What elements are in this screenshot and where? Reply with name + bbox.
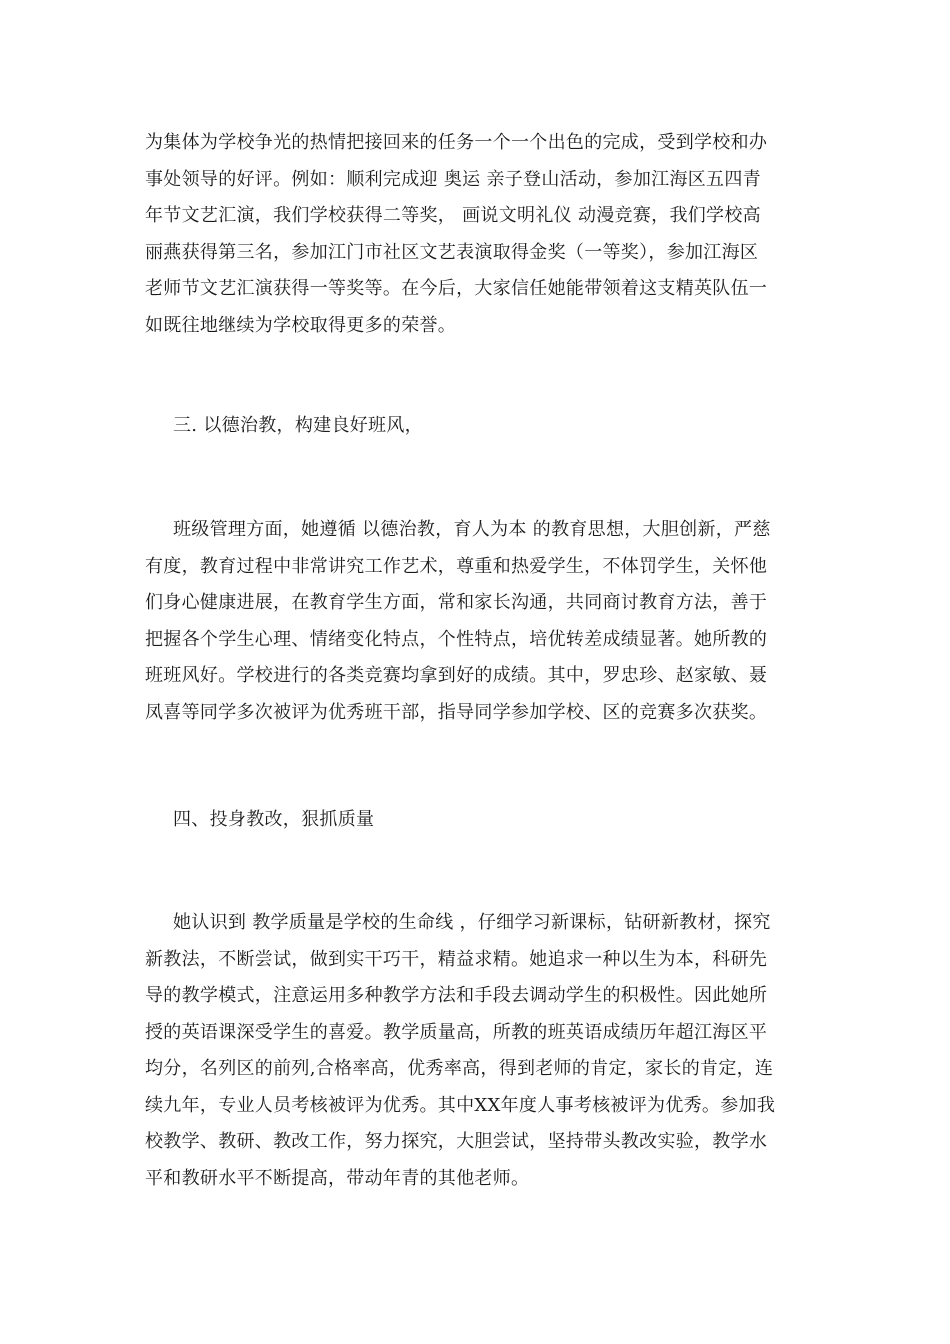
paragraph-class-management [145, 512, 813, 731]
section-heading-4: 四、投身教改，狠抓质量 [173, 809, 375, 830]
text-line: 老师节文艺汇演获得一等奖等。在今后，大家信任她能带领着这支精英队伍一 [145, 278, 768, 299]
text-line: 续九年，专业人员考核被评为优秀。其中XX年度人事考核被评为优秀。参加我 [145, 1094, 776, 1116]
text-line: 事处领导的好评。例如：顺利完成迎 奥运 亲子登山活动，参加江海区五四青 [145, 168, 761, 190]
text-line: 平和教研水平不断提高，带动年青的其他老师。 [145, 1167, 530, 1189]
text-line: 新教法，不断尝试，做到实干巧干，精益求精。她追求一种以生为本，科研先 [145, 948, 768, 970]
text-line: 凤喜等同学多次被评为优秀班干部，指导同学参加学校、区的竞赛多次获奖。 [145, 701, 768, 723]
text-line: 有度，教育过程中非常讲究工作艺术，尊重和热爱学生，不体罚学生，关怀他 [145, 555, 768, 577]
text-line: 校教学、教研、教改工作，努力探究，大胆尝试，坚持带头教改实验，教学水 [145, 1131, 768, 1152]
text-line: 授的英语课深受学生的喜爱。教学质量高，所教的班英语成绩历年超江海区平 [145, 1021, 768, 1043]
text-line: 她认识到 教学质量是学校的生命线 ，仔细学习新课标，钻研新教材，探究 [173, 912, 771, 933]
text-line: 如既往地继续为学校取得更多的荣誉。 [145, 314, 457, 336]
text-line: 们身心健康进展，在教育学生方面，常和家长沟通，共同商讨教育方法，善于 [145, 592, 768, 613]
text-line: 均分，名列区的前列,合格率高，优秀率高，得到老师的肯定，家长的肯定，连 [145, 1058, 774, 1079]
text-line: 班级管理方面，她遵循 以德治教，育人为本 的教育思想，大胆创新，严慈 [173, 519, 771, 540]
paragraph-teaching-quality [145, 905, 813, 1197]
section-heading-3: 三. 以德治教，构建良好班风， [173, 415, 423, 436]
text-line: 导的教学模式，注意运用多种教学方法和手段去调动学生的积极性。因此她所 [145, 985, 768, 1006]
paragraph-achievements [145, 125, 813, 344]
text-line: 把握各个学生心理、情绪变化特点，个性特点，培优转差成绩显著。她所教的 [145, 628, 768, 650]
text-line: 年节文艺汇演，我们学校获得二等奖， 画说文明礼仪 动漫竞赛，我们学校高 [145, 205, 761, 226]
text-line: 为集体为学校争光的热情把接回来的任务一个一个出色的完成，受到学校和办 [145, 132, 768, 153]
text-line: 丽燕获得第三名，参加江门市社区文艺表演取得金奖（一等奖），参加江海区 [145, 241, 759, 263]
text-line: 班班风好。学校进行的各类竞赛均拿到好的成绩。其中，罗忠珍、赵家敏、聂 [145, 665, 768, 686]
